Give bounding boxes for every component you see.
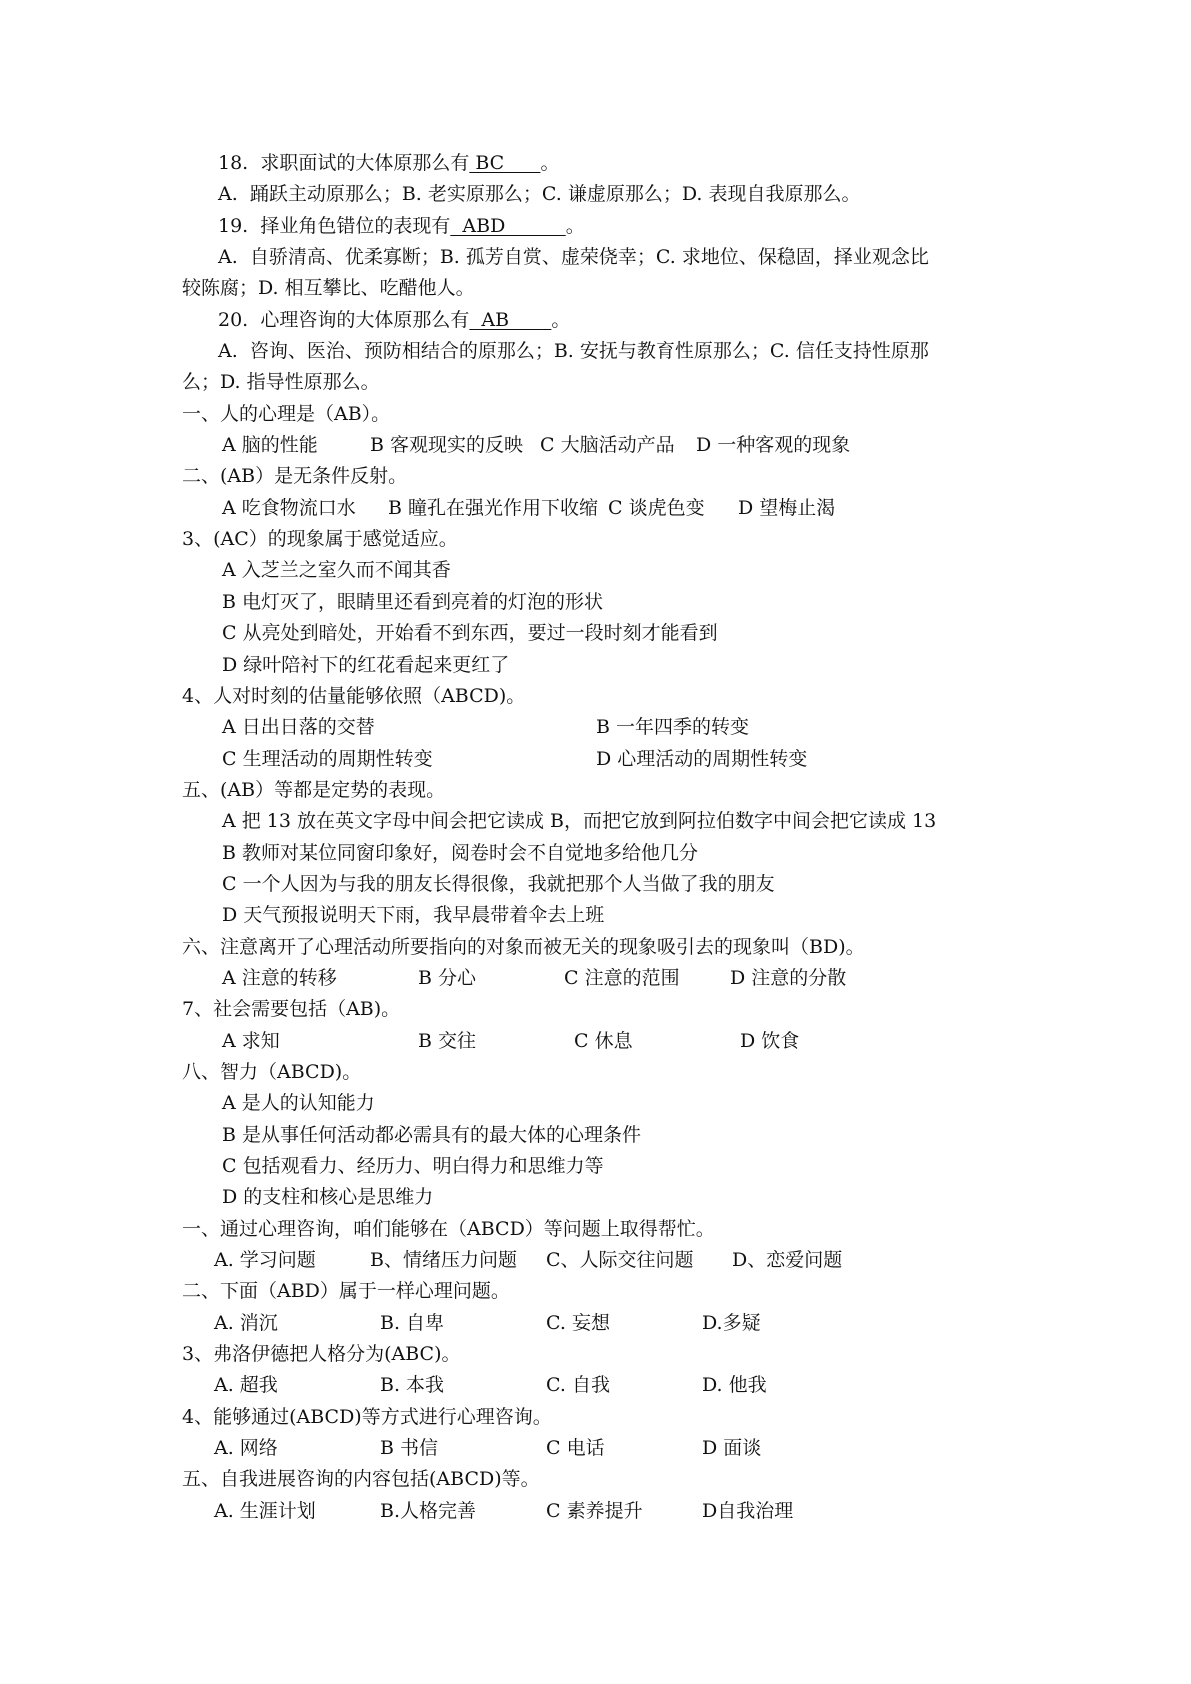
option-a: A 注意的转移 [222,966,337,989]
option-d: D 面谈 [702,1437,762,1460]
option-c: C 生理活动的周期性转变 [222,747,433,770]
option-a: A. 网络 [214,1437,278,1460]
s1-question-2-options [182,493,1022,524]
s2-question-4-options [182,1433,1022,1464]
answer-blank: ABD [450,214,566,237]
option-b: B 交往 [418,1029,477,1052]
option-a: A 脑的性能 [222,434,318,457]
option-c: C 大脑活动产品 [540,434,675,457]
s2-question-1: 一、通过心理咨询，咱们能够在（ABCD）等问题上取得帮忙。 [182,1217,715,1240]
s2-question-2: 二、下面（ABD）属于一样心理问题。 [182,1280,510,1303]
answer-blank: BC [469,152,541,174]
option-b: B.人格完善 [380,1499,477,1522]
s1-question-4: 4、人对时刻的估量能够依照（ABCD)。 [182,684,526,707]
option-a: A. 学习问题 [214,1249,316,1272]
option-c: C 休息 [574,1029,633,1052]
option-d: D. 他我 [702,1374,767,1397]
option-d: D 饮食 [740,1029,800,1052]
s1-question-1: 一、人的心理是（AB）。 [182,402,391,425]
option-d: D 的支柱和核心是思维力 [222,1186,434,1209]
option-a: A. 超我 [214,1374,278,1397]
question-text: 求职面试的大体原那么有 [260,152,470,174]
s1-question-4-options-row1 [182,712,1022,743]
s2-question-5-options [182,1496,1022,1527]
s2-question-4: 4、能够通过(ABCD)等方式进行心理咨询。 [182,1405,552,1428]
option-a: A 日出日落的交替 [222,716,375,739]
option-d: D自我治理 [702,1499,794,1522]
option-d: D 一种客观的现象 [696,434,851,457]
question-19-options: A. 自骄清高、优柔寡断；B. 孤芳自赏、虚荣侥幸；C. 求地位、保稳固，择业观念比 [218,246,929,269]
s2-question-3-options [182,1370,1022,1401]
question-text: 心理咨询的大体原那么有 [260,308,470,331]
option-d: D 注意的分散 [730,966,847,989]
option-d: D 天气预报说明天下雨，我早晨带着伞去上班 [222,904,605,927]
question-20-options: A. 咨询、医治、预防相结合的原那么；B. 安抚与教育性原那么；C. 信任支持性原那 [218,340,929,363]
s1-question-7: 7、社会需要包括（AB)。 [182,998,401,1021]
option-c: C 素养提升 [546,1499,643,1522]
option-a: A 是人的认知能力 [222,1092,375,1115]
s1-question-5: 五、(AB）等都是定势的表现。 [182,778,446,801]
option-c: C 注意的范围 [564,966,680,989]
s2-question-1-options [182,1245,1022,1276]
option-d: D.多疑 [702,1311,761,1334]
s1-question-3: 3、(AC）的现象属于感觉适应。 [182,528,458,551]
s2-question-3: 3、弗洛伊德把人格分为(ABC)。 [182,1343,461,1366]
document-page [182,148,1022,1527]
option-b: B. 自卑 [380,1311,445,1334]
s1-question-8: 八、智力（ABCD)。 [182,1060,362,1083]
option-b: B 是从事任何活动都必需具有的最大体的心理条件 [222,1123,642,1146]
question-20-options-cont: 么；D. 指导性原那么。 [182,371,380,394]
question-18: 18. 求职面试的大体原那么有 BC 。 [182,148,1022,179]
option-c: C 包括观看力、经历力、明白得力和思维力等 [222,1155,604,1177]
option-d: D 绿叶陪衬下的红花看起来更红了 [222,653,510,676]
option-d: D 心理活动的周期性转变 [596,747,808,770]
question-number: 18. [218,152,249,174]
s1-question-7-options [182,1026,1022,1057]
option-c: C 电话 [546,1437,605,1460]
option-c: C 从亮处到暗处，开始看不到东西，要过一段时刻才能看到 [222,622,718,645]
question-number: 20. [218,308,249,331]
s1-question-6: 六、注意离开了心理活动所要指向的对象而被无关的现象吸引去的现象叫（BD)。 [182,935,865,958]
option-b: B 书信 [380,1437,439,1460]
question-20: 20. 心理咨询的大体原那么有 AB 。 [182,305,1022,336]
s1-question-4-options-row2 [182,744,1022,775]
s2-question-5: 五、自我进展咨询的内容包括(ABCD)等。 [182,1468,540,1491]
option-a: A. 生涯计划 [214,1499,316,1522]
question-19-options-cont: 较陈腐；D. 相互攀比、吃醋他人。 [182,277,475,300]
option-c: C. 自我 [546,1374,610,1397]
option-b: B 电灯灭了，眼睛里还看到亮着的灯泡的形状 [222,590,604,613]
question-18-options: A. 踊跃主动原那么；B. 老实原那么；C. 谦虚原那么；D. 表现自我原那么。 [218,183,861,206]
option-b: B 一年四季的转变 [596,716,750,739]
option-b: B 分心 [418,966,477,989]
option-c: C、人际交往问题 [546,1249,694,1272]
option-a: A. 消沉 [214,1311,278,1334]
option-a: A 入芝兰之室久而不闻其香 [222,559,451,582]
option-b: B 客观现实的反映 [370,434,524,457]
question-text: 择业角色错位的表现有 [260,214,451,237]
option-a: A 把 13 放在英文字母中间会把它读成 B，而把它放到阿拉伯数字中间会把它读成 13 [222,810,937,833]
question-number: 19. [218,214,249,237]
option-b: B 教师对某位同窗印象好，阅卷时会不自觉地多给他几分 [222,841,699,864]
question-19: 19. 择业角色错位的表现有 ABD 。 [182,211,1022,242]
option-a: A 求知 [222,1029,280,1052]
s1-question-6-options [182,963,1022,994]
option-c: C. 妄想 [546,1311,610,1334]
option-a: A 吃食物流口水 [222,496,356,519]
option-b: B、情绪压力问题 [370,1249,517,1272]
option-c: C 谈虎色变 [608,496,705,519]
s1-question-2: 二、(AB）是无条件反射。 [182,465,408,488]
s1-question-1-options [182,430,1022,461]
option-c: C 一个人因为与我的朋友长得很像，我就把那个人当做了我的朋友 [222,872,775,895]
option-d: D、恋爱问题 [732,1249,843,1272]
option-b: B 瞳孔在强光作用下收缩 [388,496,599,519]
option-d: D 望梅止渴 [738,496,836,519]
answer-blank: AB [469,308,552,331]
option-b: B. 本我 [380,1374,445,1397]
s2-question-2-options [182,1308,1022,1339]
